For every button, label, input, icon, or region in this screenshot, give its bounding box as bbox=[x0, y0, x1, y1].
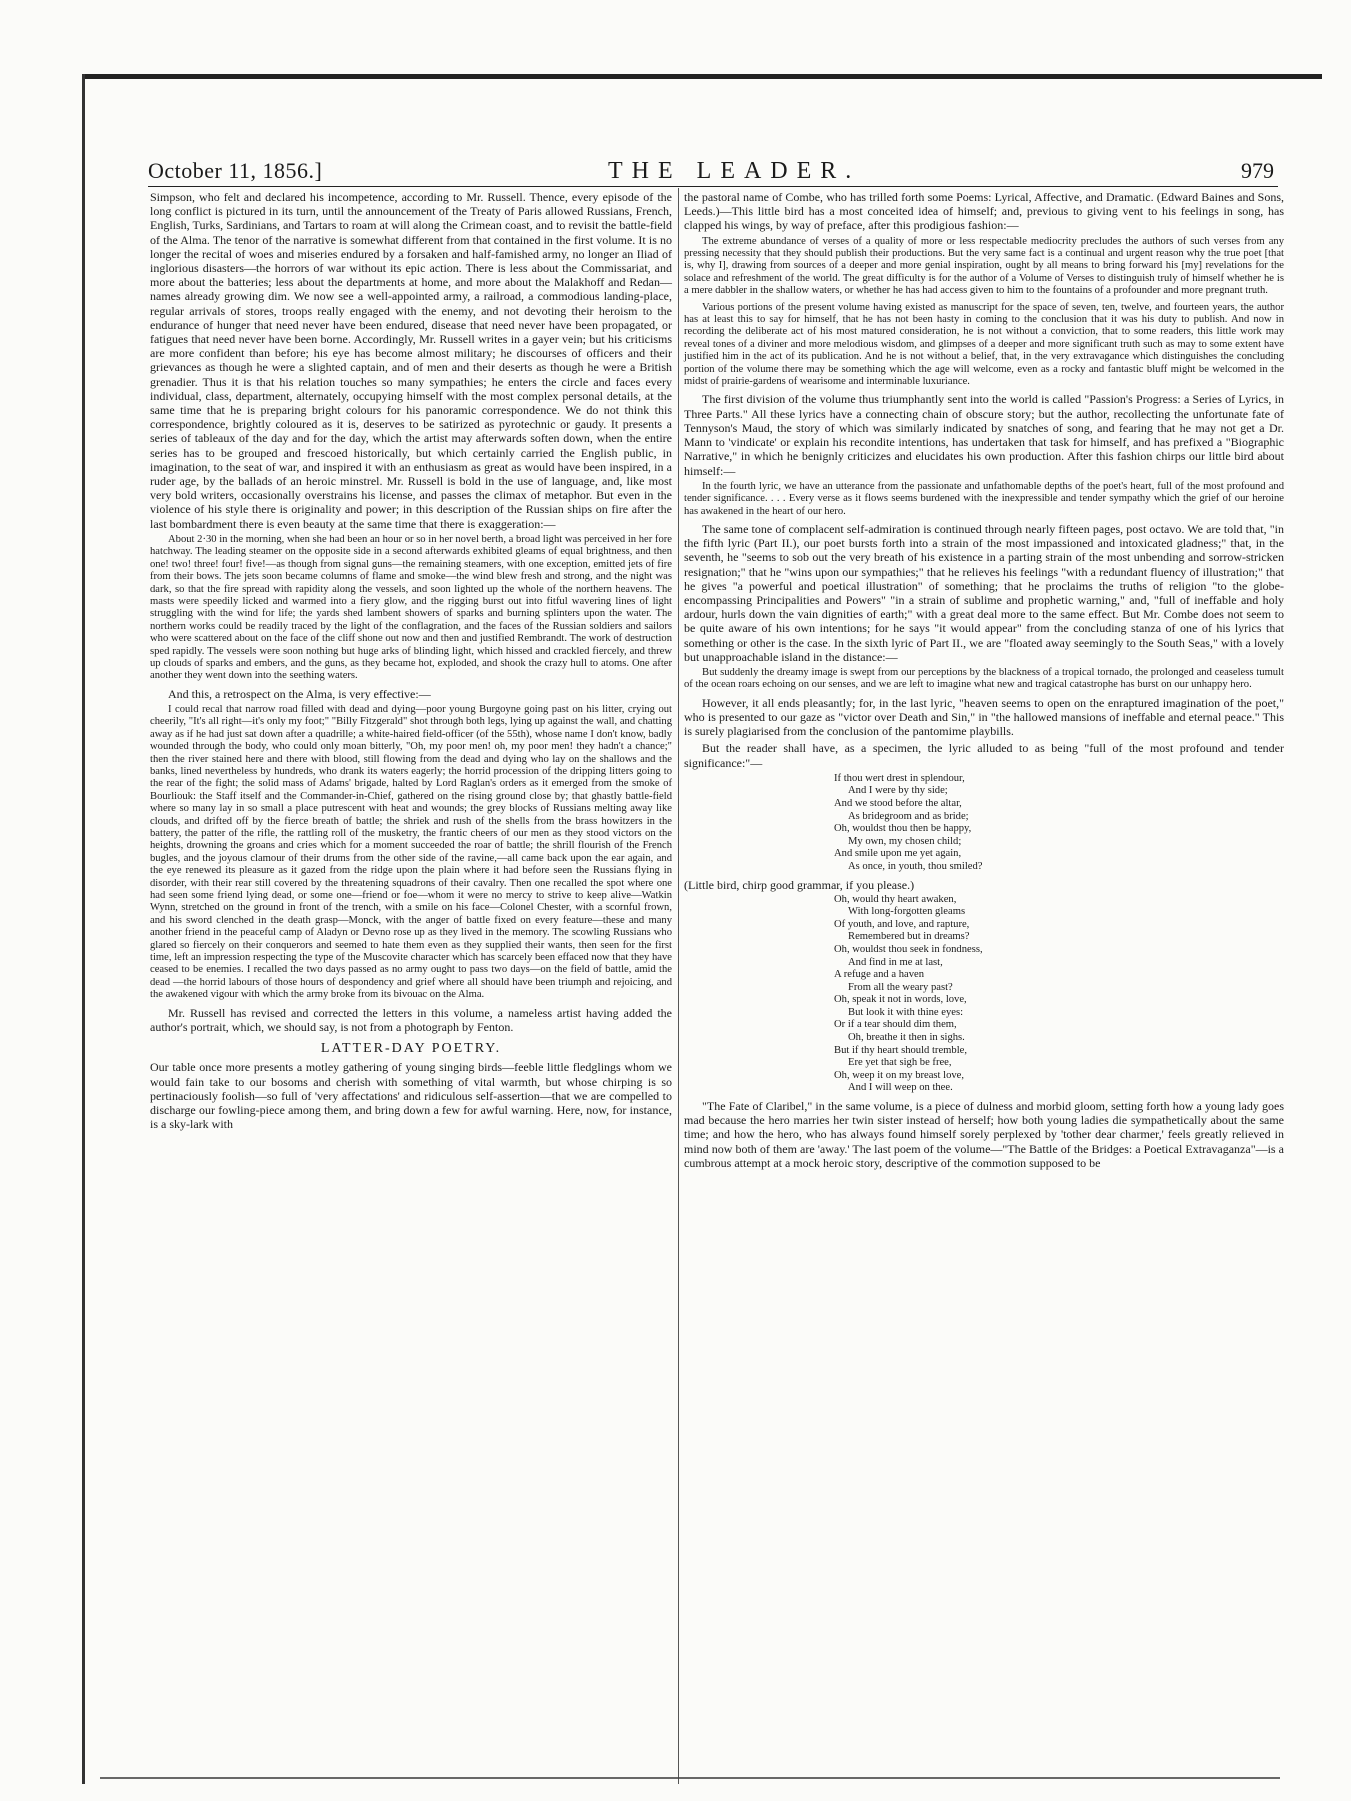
editor-aside: (Little bird, chirp good grammar, if you please.) bbox=[684, 877, 915, 892]
poem-line: Oh, breathe it then in sighs. bbox=[848, 1032, 965, 1044]
paragraph: The same tone of complacent self-admiration is continued through nearly fifteen pages, post octavo. We are told that, "in the fifth lyric (Part II.), our poet bursts forth into a strain of the most impassioned and intoxicated gladness;" that, in the seventh, he "seems to sob out the very breath of his existence in a parting strain of the most unbending and sorrow-stricken resignation;" that he "wins upon our sympathies;" that he relieves his feelings "with a redundant fluency of illustration;" that he gives "a powerful and poetical illustration" of something; that he proclaims the truths of religion "to the globe-encompassing Principalities and Powers" "in a strain of sublime and prophetic warning," and, "full of ineffable and holy ardour, hurls down the vain dignities of earth;" with a great deal more to the same effect. But Mr. Combe does not seem to be quite aware of his own intentions; for he says "it would appear" from the concluding stanza of one of his lyrics that something or other is the case. In the sixth lyric of Part II., we are "floated away seemingly to the South Seas," with a lovely but unapproachable island in the distance:— bbox=[684, 521, 1284, 664]
left-column bbox=[150, 190, 672, 1134]
poem-line: But look it with thine eyes: bbox=[848, 1006, 964, 1018]
quotation: Various portions of the present volume having existed as manuscript for the space of seven, ten, twelve, and fourteen years, the author has at least this to say for himself, that he has not been hasty in coming to the conclusion that it was his duty to publish. And now in recording the deliberate act of his most matured consideration, he is not without a conviction, that to some readers, this little work may reveal tones of a diviner and more melodious wisdom, and glimpses of a deeper and more significant truth such as may to some extent have justified him in the act of its publication. And he is not without a belief, that, in the very extravagance which distinguishes the concluding portion of the volume there may be something which the age will welcome, even as a rocky and fantastic bluff might be welcomed in the midst of prairie-gardens of wearisome and interminable luxuriance. bbox=[684, 301, 1284, 388]
paragraph: However, it all ends pleasantly; for, in the last lyric, "heaven seems to open on the enraptured imagination of the poet," who is presented to our gaze as "victor over Death and Sin," in "the hallowed mansions of ineffable and eternal peace." This is surely plagiarised from the conclusion of the pantomime playbills. bbox=[684, 695, 1284, 739]
header-title: THE LEADER. bbox=[608, 158, 861, 184]
bottom-border-rule bbox=[100, 1777, 1280, 1779]
poem-line: Oh, wouldst thou seek in fondness, bbox=[834, 943, 983, 955]
quotation: The extreme abundance of verses of a quality of more or less respectable mediocrity precludes the authors of such verses from any pressing necessity that they should publish their productions. But the very same fact is a continual and urgent reason why the true poet [that is, why I], drawing from sources of a deeper and more genial inspiration, ought by all means to bring forward his [my] revelations for the solace and refreshment of the world. The great difficulty is for the author of a Volume of Verses to distinguish truly of himself whether he is a mere dabbler in the shallow waters, or whether he has had access given to him to the fountains of a profounder and more pregnant truth. bbox=[684, 235, 1284, 297]
poem-line: Of youth, and love, and rapture, bbox=[834, 918, 970, 930]
paragraph: The first division of the volume thus triumphantly sent into the world is called "Passion's Progress: a Series of Lyrics, in Three Parts." All these lyrics have a connecting chain of obscure story; but the author, recollecting the unfortunate fate of Tennyson's Maud, the story of which was similarly indicated by snatches of song, and fearing that he may not get a Dr. Mann to 'vindicate' or explain his recondite intentions, has undertaken that task for himself, and has prefixed a "Biographic Narrative," in which he benignly criticizes and elucidates his own production. After this fashion chirps our little bird about himself:— bbox=[684, 392, 1284, 478]
paragraph: Our table once more presents a motley gathering of young singing birds—feeble little fledglings whom we would fain take to our bosoms and cherish with something of vital warmth, but whose chirping is so pertinaciously foolish—so full of 'very affectations' and ridiculous self-assertion—that we are compelled to discharge our fowling-piece among them, and bring down a few for awful warning. Here, now, for instance, is a sky-lark with bbox=[150, 1060, 672, 1132]
paragraph: But the reader shall have, as a specimen, the lyric alluded to as being "full of the most profound and tender significance:"— bbox=[684, 741, 1284, 770]
poem-line: And I will weep on thee. bbox=[848, 1082, 953, 1094]
poem-line: A refuge and a haven bbox=[834, 969, 925, 981]
poem-line: As once, in youth, thou smiled? bbox=[848, 860, 983, 872]
poem-line: As bridegroom and as bride; bbox=[848, 810, 969, 822]
poem-line: Ere yet that sigh be free, bbox=[848, 1057, 952, 1069]
poem-line: Oh, speak it not in words, love, bbox=[834, 994, 967, 1006]
poem-line: And smile upon me yet again, bbox=[834, 848, 962, 860]
section-title: LATTER-DAY POETRY. bbox=[320, 1041, 502, 1057]
column-divider bbox=[678, 188, 679, 1784]
poem-line: And find in me at last, bbox=[848, 956, 943, 968]
paragraph: the pastoral name of Combe, who has trilled forth some Poems: Lyrical, Affective, and Dramatic. (Edward Baines and Sons, Leeds.)—This little bird has a most conceited idea of himself; and, previous to giving vent to his feelings in song, has clapped his wings, by way of preface, after this prodigious fashion:— bbox=[684, 190, 1284, 233]
quotation: In the fourth lyric, we have an utterance from the passionate and unfathomable depths of the poet's heart, full of the most profound and tender significance. . . . Every verse as it flows seems burdened with the inexpressible and tender sympathy which the grief of our heroine has awakened in the heart of our hero. bbox=[684, 480, 1284, 517]
page-number: 979 bbox=[1241, 158, 1274, 183]
header-rule bbox=[148, 186, 1278, 187]
poem-line: Remembered but in dreams? bbox=[848, 931, 970, 943]
poem-line: Oh, wouldst thou then be happy, bbox=[834, 823, 972, 835]
poem-line: My own, my chosen child; bbox=[848, 835, 962, 847]
poem-line: Or if a tear should dim them, bbox=[834, 1019, 957, 1031]
paragraph: "The Fate of Claribel," in the same volume, is a piece of dulness and morbid gloom, setting forth how a young lady goes mad because the hero marries her twin sister instead of herself; how both young ladies die sympathetically about the same time; and how the hero, who has always found himself sorely perplexed by 'tother dear charmer,' feels greatly relieved in mind now both of them are 'away.' The last poem of the volume—"The Battle of the Bridges: a Poetical Extravaganza"—is a cumbrous attempt at a mock heroic story, descriptive of the commotion supposed to be bbox=[684, 1099, 1284, 1170]
quotation: But suddenly the dreamy image is swept from our perceptions by the blackness of a tropical tornado, the prolonged and ceaseless tumult of the ocean roars echoing on our senses, and we are left to imagine what new and tragical catastrophe has burst on our unhappy hero. bbox=[684, 666, 1284, 691]
left-border-rule bbox=[82, 74, 85, 1784]
poem-line: Oh, weep it on my breast love, bbox=[834, 1069, 965, 1081]
poem-line: And we stood before the altar, bbox=[834, 797, 962, 809]
quotation: About 2·30 in the morning, when she had been an hour or so in her novel berth, a broad light was perceived in her fore hatchway. The leading steamer on the opposite side in a second afterwards exhibited gleams of equal brightness, and then one! two! three! four! five!—as though from signal guns—the remaining steamers, with one exception, emitted jets of fire from their bows. The jets soon became columns of flame and smoke—the wind blew fresh and strong, and the night was dark, so that the fire spread with rapidity along the vessels, and soon lighted up the whole of the northern heavens. The masts were speedily licked and warmed into a fiery glow, and the rigging burst out into fitful wavering lines of light struggling with the wind for life; the yards shed lambent showers of sparks and burning splinters upon the water. The northern works could be readily traced by the light of the conflagration, and the faces of the Russian soldiers and sailors who were scattered about on the face of the cliff shone out now and then and justified Rembrandt. The work of destruction sped rapidly. The vessels were soon nothing but huge arks of blinding light, which hissed and crackled fiercely, and threw up clouds of sparks and embers, and the guns, as they became hot, exploded, and shook the crazy hull to atoms. One after another they went down into the seething waters. bbox=[150, 533, 672, 682]
poem-line: With long-forgotten gleams bbox=[848, 906, 966, 918]
quotation: I could recal that narrow road filled with dead and dying—poor young Burgoyne going past on his litter, crying out cheerily, "It's all right—it's only my foot;" "Billy Fitzgerald" shot through both legs, lying up against the wall, and chatting away as if he had just sat down after a quadrille; a white-haired field-officer (of the 55th), whose name I don't know, badly wounded through the body, who could only moan bitterly, "Oh, my poor men! oh, my poor men! they hadn't a chance;" then the river stained here and there with blood, still flowing from the dead and dying who lay on the shallows and the banks, lined nevertheless by hundreds, who drank its waters eagerly; the horrid procession of the dripping litters going to the rear of the fight; the solid mass of Adams' brigade, halted by Lord Raglan's orders as it emerged from the smoke of Bourliouk: the Staff itself and the Commander-in-Chief, gathered on the rising ground close by; that ghastly battle-field where so many lay in so small a place putrescent with heat and wounds; the grey blocks of Russians melting away like clouds, and drifted off by the fierce breath of battle; the shriek and rush of the shells from the brass howitzers in the battery, the patter of the rifle, the rattling roll of the musketry, the frantic cheers of our men as they stood victors on the heights, drowning the groans and cries which for a moment succeeded the roar of battle; the shrill flourish of the French bugles, and the joyous clamour of their drums from the other side of the ravine,—all came back upon the ear again, and the eye renewed its pleasure as it gazed from the ridge upon the plain where it had before seen the Russians flying in disorder, with their rear still covered by the threatening squadrons of their cavalry. Then one recalled the spot where one had seen some friend lying dead, or some one—friend or foe—whom it were no mercy to strive to keep alive—Watkin Wynn, stretched on the ground in front of the trench, with a smile on his face—Colonel Chester, with a scornful frown, and his sword clenched in the death grasp—Monck, with the anger of battle fixed on every feature—these and many another friend in the peaceful camp of Aladyn or Devno rose up as they lived in the memory. The scowling Russians who glared so fiercely on their conquerors and seemed to hate them even as they supplied their wants, then seen for the first time, left an impression respecting the type of the Muscovite character which has scarcely been effaced now that they have ceased to be enemies. I recalled the two days passed as no army ought to pass two days—on the field of battle, amid the dead —the horrid labours of those hours of despondency and grief where all should have been triumph and rejoicing, and the awakened vigour with which the army broke from its bivouac on the Alma. bbox=[150, 703, 672, 1001]
poem-line: If thou wert drest in splendour, bbox=[834, 772, 965, 784]
top-border-rule bbox=[82, 74, 1322, 79]
poem-stanza-1 bbox=[684, 773, 1284, 874]
paragraph: And this, a retrospect on the Alma, is very effective:— bbox=[168, 686, 431, 701]
poem-line: But if thy heart should tremble, bbox=[834, 1044, 967, 1056]
poem-line: And I were by thy side; bbox=[848, 785, 948, 797]
right-column bbox=[684, 190, 1284, 1173]
header-date: October 11, 1856.] bbox=[148, 158, 323, 183]
poem-line: Oh, would thy heart awaken, bbox=[834, 893, 957, 905]
paragraph: Mr. Russell has revised and corrected the letters in this volume, a nameless artist having added the author's portrait, which, we should say, is not from a photograph by Fenton. bbox=[150, 1005, 672, 1034]
poem-stanza-2 bbox=[684, 894, 1284, 1096]
paragraph: Simpson, who felt and declared his incompetence, according to Mr. Russell. Thence, every episode of the long conflict is pictured in its turn, until the announcement of the Treaty of Paris allowed Russians, French, English, Turks, Sardinians, and Tartars to roam at will along the Crimean coast, and to revisit the battle-field of the Alma. The tenor of the narrative is somewhat different from that contained in the first volume. It is no longer the recital of woes and miseries endured by a forsaken and half-famished army, no longer an Iliad of inglorious disasters—the horrors of war without its epic action. There is less about the Commissariat, and more about the batteries; less about the departments at home, and more about the Malakhoff and Redan—names already growing dim. We now see a well-appointed army, a railroad, a commodious landing-place, regular arrivals of stores, troops really engaged with the enemy, and not devoting their heroism to the endurance of hunger that need never have been endured, disease that need never have been propagated, or fatigues that need never have been borne. Accordingly, Mr. Russell writes in a gayer vein; but his criticisms are more confident than before; his eye has become almost military; he discourses of officers and their grievances as though he were a slighted captain, and of men and their deserts as though he were a British grenadier. Thus it is that his relation touches so many sympathies; he enters the circle and faces every individual, class, department, alternately, occupying himself with the most complex personal details, at the same time that he is preparing bright colours for his panoramic correspondence. We do not think this correspondence, brightly coloured as it is, deserves to be satirized as pyrotechnic or gaudy. It presents a series of tableaux of the day and for the day, which the artist may afterwards soften down, when the entire series has to be grouped and frescoed historically, but which certainly carried the English public, in imagination, to the seat of war, and inspired it with an enthusiasm as great as would have been inspired, in a ruder age, by the ballads of an heroic minstrel. Mr. Russell is bold in the use of language, and, like most very bold writers, occasionally overstrains his license, and passes the climax of metaphor. But even in the violence of his style there is originality and power; in this description of the Russian ships on fire after the last bombardment there is even beauty at the same time that there is exaggeration:— bbox=[150, 190, 672, 531]
poem-line: From all the weary past? bbox=[848, 981, 953, 993]
page-header bbox=[148, 158, 1288, 186]
